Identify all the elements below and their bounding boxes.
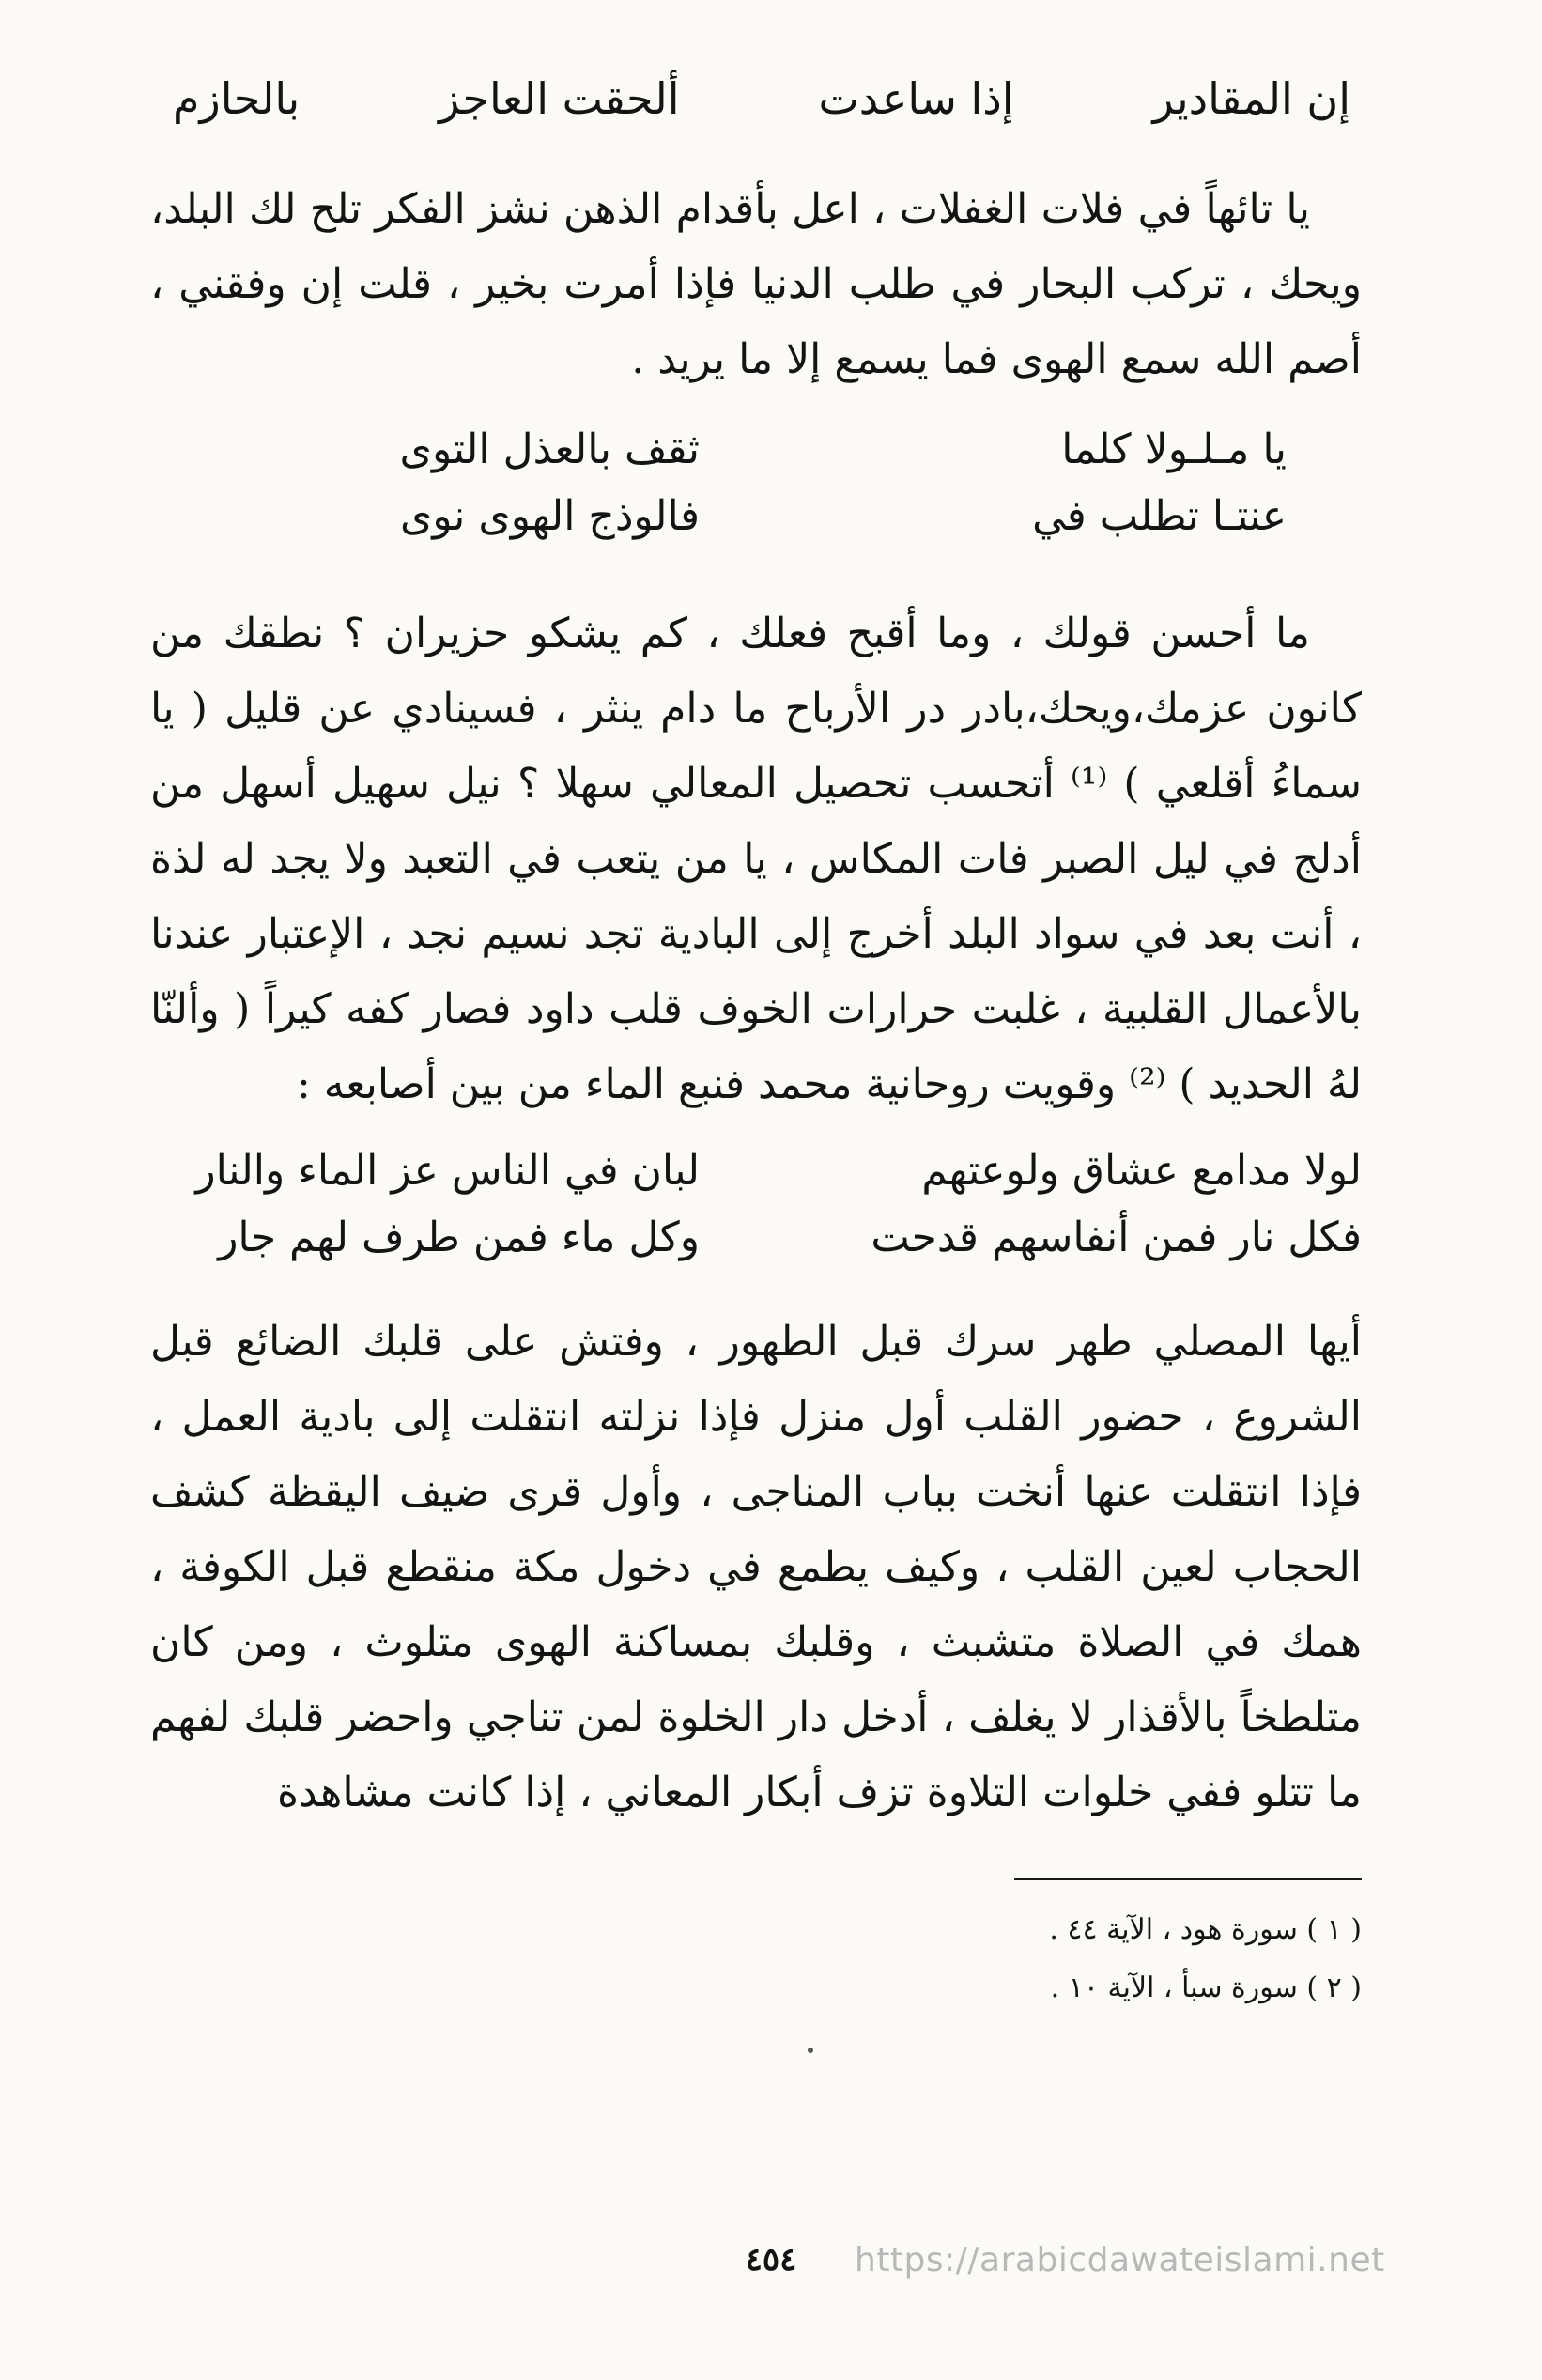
verse-segment: إن المقادير: [1152, 73, 1350, 124]
footnote-rule: [1014, 1878, 1362, 1880]
poem-hemistich: ثقف بالعذل التوى: [399, 425, 700, 473]
verse-segment: بالحازم: [173, 73, 301, 124]
poem-hemistich: عنتـا تطلب في: [1032, 491, 1287, 540]
poem-b: [150, 1147, 1362, 1261]
header-verse: [150, 75, 1362, 123]
poem-a: [150, 425, 1362, 540]
watermark-link[interactable]: https://arabicdawateislami.net: [855, 2241, 1385, 2280]
paragraph-3: أيها المصلي طهر سرك قبل الطهور ، وفتش على قلبك الضائع قبل الشروع ، حضور القلب أول منزل فإذا نزلته انتقلت إلى بادية العمل ، فإذا انتقلت عنها أنخت بباب المناجى ، وأول قرى ضيف اليقظة كشف الحجاب لعين القلب ، وكيف يطمع في دخول مكة منقطع قبل الكوفة ، همك في الصلاة متشبث ، وقلبك بمساكنة الهوى متلوث ، ومن كان متلطخاً بالأقذار لا يغلف ، أدخل دار الخلوة لمن تناجي واحضر قلبك لفهم ما تتلو ففي خلوات التلاوة تزف أبكار المعاني ، إذا كانت مشاهدة: [150, 1317, 1362, 1816]
poem-hemistich: يا مـلـولا كلما: [1061, 425, 1287, 473]
poem-line: [150, 1213, 1362, 1261]
verse-segment: إذا ساعدت: [818, 73, 1014, 124]
poem-line: [150, 492, 1362, 540]
verse-segment: ألحقت العاجز: [439, 73, 680, 124]
poem-line: [150, 425, 1362, 473]
poem-hemistich: فالوذج الهوى نوى: [399, 491, 700, 540]
paragraph-2: ما أحسن قولك ، وما أقبح فعلك ، كم يشكو حزيران ؟ نطقك من كانون عزمك،ويحك،بادر در الأرباح ما دام ينثر ، فسينادي عن قليل ( يا سماءُ أقلعي ) ⁽¹⁾ أتحسب تحصيل المعالي سهلا ؟ نيل سهيل أسهل من أدلج في ليل الصبر فات المكاس ، يا من يتعب في التعبد ولا يجد له لذة ، أنت بعد في سواد البلد أخرج إلى البادية تجد نسيم نجد ، الإعتبار عندنا بالأعمال القلبية ، غلبت حرارات الخوف قلب داود فصار كفه كيراً ( وألنّا لهُ الحديد ) ⁽²⁾ وقويت روحانية محمد فنبع الماء من بين أصابعه :: [150, 609, 1362, 1108]
paragraph-1: يا تائهاً في فلات الغفلات ، اعل بأقدام الذهن نشز الفكر تلح لك البلد، ويحك ، تركب البحار في طلب الدنيا فإذا أمرت بخير ، قلت إن وفقني ، أصم الله سمع الهوى فما يسمع إلا ما يريد .: [150, 184, 1362, 383]
poem-hemistich: وكل ماء فمن طرف لهم جار: [218, 1213, 700, 1261]
ink-speck: [808, 2048, 813, 2053]
poem-line: [150, 1147, 1362, 1195]
page-number: ٤٥٤: [745, 2241, 797, 2279]
poem-hemistich: لولا مدامع عشاق ولوعتهم: [921, 1146, 1362, 1195]
poem-hemistich: فكل نار فمن أنفاسهم قدحت: [871, 1213, 1362, 1261]
footnote-1: ( ١ ) سورة هود ، الآية ٤٤ .: [1049, 1912, 1362, 1946]
page-content: [150, 66, 1362, 2339]
footnote-2: ( ٢ ) سورة سبأ ، الآية ١٠ .: [1050, 1970, 1362, 2004]
poem-hemistich: لبان في الناس عز الماء والنار: [195, 1146, 700, 1195]
